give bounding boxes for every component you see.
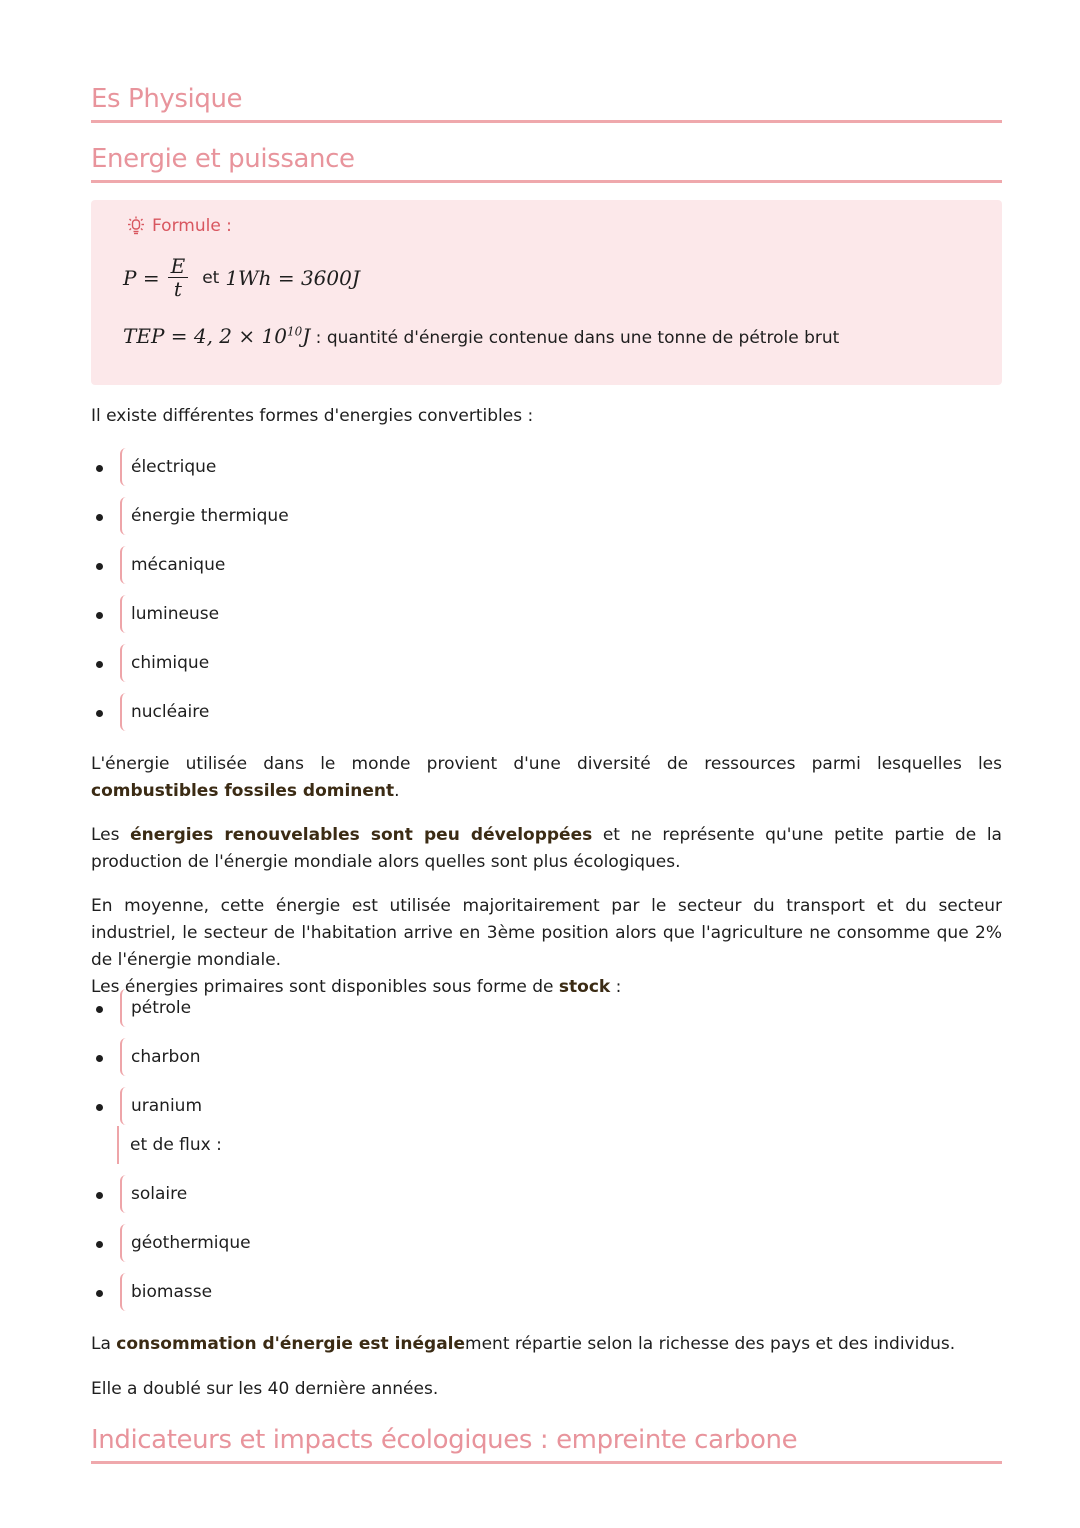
formula-power: [123, 255, 360, 300]
heading-indicateurs: Indicateurs et impacts écologiques : empreinte carbone: [91, 1423, 1002, 1464]
tep-exponent: 10: [286, 324, 303, 339]
list-item: [96, 1038, 201, 1076]
list-item: [96, 693, 209, 731]
list-item: [96, 644, 209, 682]
formula-tep: [123, 324, 839, 348]
list-item-label: électrique: [120, 448, 216, 486]
list-item: [96, 1087, 202, 1125]
para1-bold: combustibles fossiles dominent: [91, 781, 395, 801]
list-item-label: charbon: [120, 1038, 201, 1076]
bullet-icon: [96, 563, 103, 570]
bullet-icon: [96, 1055, 103, 1062]
list-item: [96, 546, 225, 584]
list-item-label: biomasse: [120, 1273, 212, 1311]
lightbulb-icon: [126, 216, 146, 236]
list-item-label: mécanique: [120, 546, 225, 584]
list-item: [96, 448, 216, 486]
para2-a: Les: [91, 825, 131, 845]
list-item: [96, 595, 219, 633]
fraction: [168, 255, 189, 300]
list-item-label: solaire: [120, 1175, 187, 1213]
tep-unit: J: [302, 324, 311, 348]
formula-lhs: P =: [123, 265, 160, 290]
para1-a: L'énergie utilisée dans le monde provient d'une diversité de ressources parmi lesquelles les: [91, 754, 1002, 774]
list-item-label: énergie thermique: [120, 497, 289, 535]
para3-bold: stock: [558, 977, 611, 997]
list-item-label: uranium: [120, 1087, 202, 1125]
heading-energie-puissance: Energie et puissance: [91, 142, 1002, 183]
list-item-label: chimique: [120, 644, 209, 682]
fraction-numerator: E: [168, 255, 189, 278]
list-item-label: lumineuse: [120, 595, 219, 633]
bullet-icon: [96, 612, 103, 619]
formula-callout: [91, 200, 1002, 385]
bullet-icon: [96, 1290, 103, 1297]
list-item: [96, 1224, 251, 1262]
fraction-denominator: t: [173, 277, 182, 301]
bullet-icon: [96, 465, 103, 472]
bullet-icon: [96, 514, 103, 521]
para4-a: La: [91, 1334, 117, 1354]
bullet-icon: [96, 1241, 103, 1248]
list-item: [96, 1273, 212, 1311]
formula-label: Formule :: [152, 216, 232, 236]
paragraph-fossiles: [91, 751, 1002, 805]
flux-label: et de flux :: [117, 1126, 222, 1164]
para1-c: .: [394, 781, 400, 801]
bullet-icon: [96, 1006, 103, 1013]
paragraph-secteurs: [91, 893, 1002, 1001]
bullet-icon: [96, 710, 103, 717]
bullet-icon: [96, 1104, 103, 1111]
list-item-label: pétrole: [120, 989, 191, 1027]
para4-bold: consommation d'énergie est inégale: [116, 1334, 466, 1354]
para3-b: Les énergies primaires sont disponibles sous forme de: [91, 977, 559, 997]
bullet-icon: [96, 1192, 103, 1199]
heading-es-physique: Es Physique: [91, 82, 1002, 123]
tep-math: TEP = 4, 2 × 10: [123, 324, 287, 348]
list-item: [96, 1175, 187, 1213]
para2-c: et ne représente qu'une petite partie de la production de l'énergie mondiale alors quelles sont plus écologiques.: [91, 825, 1002, 872]
list-item: [96, 497, 289, 535]
para2-bold: énergies renouvelables sont peu développées: [130, 825, 593, 845]
formula-title: [126, 216, 232, 236]
para4-c: ment répartie selon la richesse des pays et des individus.: [465, 1334, 956, 1354]
para3-a: En moyenne, cette énergie est utilisée majoritairement par le secteur du transport et du secteur industriel, le secteur de l'habitation arrive en 3ème position alors que l'agriculture ne consomme que 2% de l'énergie mondiale.: [91, 896, 1002, 970]
list-item-label: nucléaire: [120, 693, 209, 731]
list-item-label: géothermique: [120, 1224, 251, 1262]
paragraph-renouvelables: [91, 822, 1002, 876]
para3-d: :: [610, 977, 622, 997]
list-item: [96, 989, 191, 1027]
paragraph-double: Elle a doublé sur les 40 dernière années.: [91, 1379, 439, 1399]
formula-wh: 1Wh = 3600J: [225, 265, 360, 290]
bullet-icon: [96, 661, 103, 668]
intro-text: Il existe différentes formes d'energies convertibles :: [91, 406, 534, 426]
tep-description: : quantité d'énergie contenue dans une tonne de pétrole brut: [310, 328, 840, 348]
paragraph-consommation: [91, 1331, 1002, 1358]
formula-et: et: [202, 267, 220, 288]
